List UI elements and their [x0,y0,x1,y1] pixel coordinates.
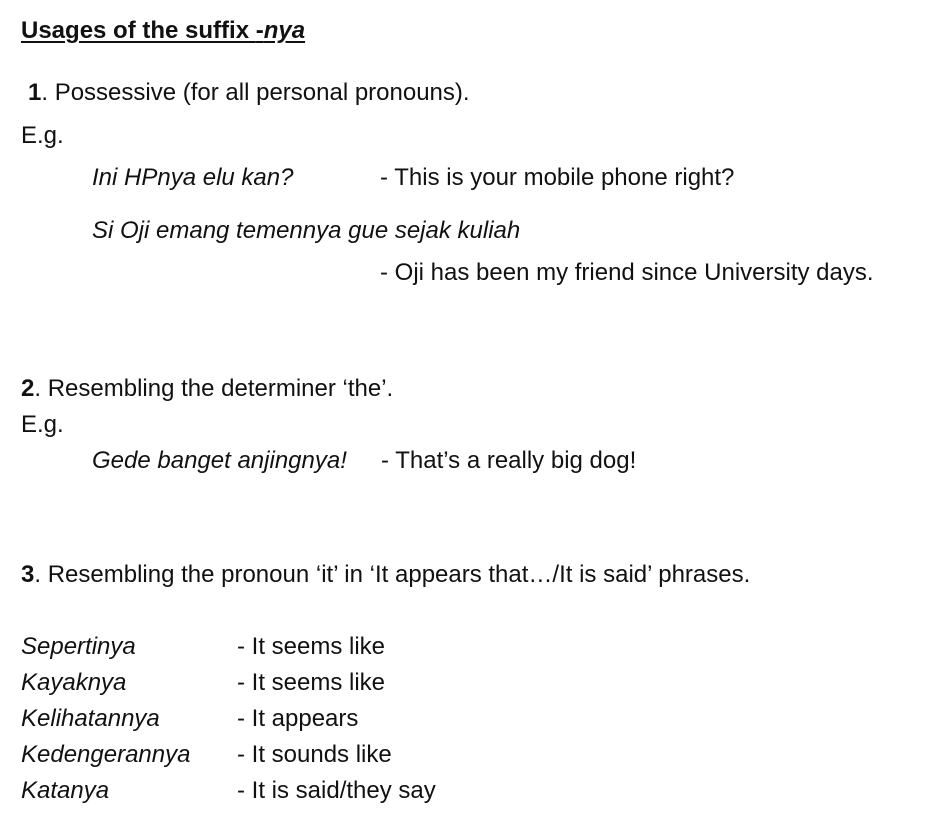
title-suffix-dash: - [255,17,264,44]
term-word: Kelihatannya [21,705,160,732]
term-word: Sepertinya [21,633,136,660]
section-1-eg-label: E.g. [21,122,64,149]
term-meaning: - It appears [237,705,359,732]
example-2-indonesian: Si Oji emang temennya gue sejak kuliah [92,217,521,244]
example-3-english: - That’s a really big dog! [381,447,637,474]
term-meaning: - It sounds like [237,741,392,768]
term-word: Kedengerannya [21,741,191,768]
page-title [21,17,305,45]
example-2-english: - Oji has been my friend since University days. [380,259,874,286]
section-3-number: 3 [21,561,35,588]
example-1-indonesian: Ini HPnya elu kan? [92,164,294,191]
section-1-heading [28,79,470,107]
term-word: Katanya [21,777,110,804]
term-meaning: - It is said/they say [237,777,436,804]
section-2-eg-label: E.g. [21,411,64,438]
example-3-indonesian: Gede banget anjingnya! [92,447,347,474]
example-1-english: - This is your mobile phone right? [380,164,735,191]
section-3-heading-text: . Resembling the pronoun ‘it’ in ‘It appears that…/It is said’ phrases. [34,561,751,588]
section-2-heading [21,375,393,403]
section-1-heading-text: . Possessive (for all personal pronouns). [41,79,470,106]
title-suffix-word: nya [263,17,306,44]
term-meaning: - It seems like [237,633,386,660]
section-3-heading [21,561,750,589]
term-meaning: - It seems like [237,669,386,696]
title-prefix: Usages of the suffix [21,17,256,44]
section-2-heading-text: . Resembling the determiner ‘the’. [34,375,394,402]
term-word: Kayaknya [21,669,127,696]
section-2-number: 2 [21,375,35,402]
section-1-number: 1 [28,79,42,106]
